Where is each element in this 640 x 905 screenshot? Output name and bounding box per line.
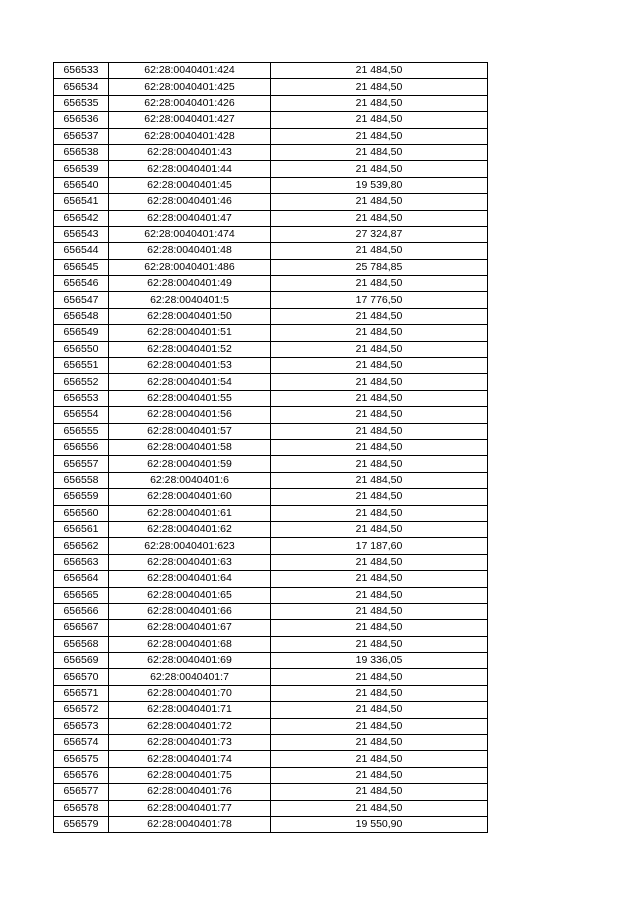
cadastral-number-cell: 62:28:0040401:44	[109, 161, 271, 177]
table-row	[54, 210, 488, 226]
table-row	[54, 603, 488, 619]
cadastral-number-cell: 62:28:0040401:55	[109, 390, 271, 406]
value-cell: 21 484,50	[271, 767, 488, 783]
row-number-cell: 656565	[54, 587, 109, 603]
row-number-cell: 656558	[54, 472, 109, 488]
value-cell: 17 776,50	[271, 292, 488, 308]
value-cell: 21 484,50	[271, 489, 488, 505]
value-cell: 19 539,80	[271, 177, 488, 193]
cadastral-number-cell: 62:28:0040401:425	[109, 79, 271, 95]
table-row	[54, 226, 488, 242]
table-row	[54, 390, 488, 406]
table-row	[54, 800, 488, 816]
table-row	[54, 144, 488, 160]
table-row	[54, 63, 488, 79]
row-number-cell: 656542	[54, 210, 109, 226]
cadastral-number-cell: 62:28:0040401:43	[109, 144, 271, 160]
row-number-cell: 656571	[54, 685, 109, 701]
value-cell: 21 484,50	[271, 325, 488, 341]
row-number-cell: 656552	[54, 374, 109, 390]
cadastral-number-cell: 62:28:0040401:48	[109, 243, 271, 259]
row-number-cell: 656553	[54, 390, 109, 406]
row-number-cell: 656569	[54, 653, 109, 669]
cadastral-number-cell: 62:28:0040401:58	[109, 439, 271, 455]
cadastral-number-cell: 62:28:0040401:67	[109, 620, 271, 636]
cadastral-number-cell: 62:28:0040401:7	[109, 669, 271, 685]
table-row	[54, 194, 488, 210]
cadastral-number-cell: 62:28:0040401:78	[109, 816, 271, 832]
value-cell: 19 336,05	[271, 653, 488, 669]
value-cell: 21 484,50	[271, 63, 488, 79]
row-number-cell: 656567	[54, 620, 109, 636]
row-number-cell: 656560	[54, 505, 109, 521]
row-number-cell: 656549	[54, 325, 109, 341]
row-number-cell: 656559	[54, 489, 109, 505]
value-cell: 21 484,50	[271, 144, 488, 160]
table-row	[54, 554, 488, 570]
table-row	[54, 472, 488, 488]
cadastral-number-cell: 62:28:0040401:427	[109, 112, 271, 128]
registry-table-body	[54, 63, 488, 833]
cadastral-number-cell: 62:28:0040401:62	[109, 521, 271, 537]
table-row	[54, 423, 488, 439]
value-cell: 21 484,50	[271, 735, 488, 751]
value-cell: 21 484,50	[271, 439, 488, 455]
row-number-cell: 656578	[54, 800, 109, 816]
row-number-cell: 656554	[54, 407, 109, 423]
cadastral-number-cell: 62:28:0040401:61	[109, 505, 271, 521]
table-row	[54, 653, 488, 669]
table-row	[54, 243, 488, 259]
cadastral-number-cell: 62:28:0040401:45	[109, 177, 271, 193]
table-row	[54, 538, 488, 554]
row-number-cell: 656572	[54, 702, 109, 718]
cadastral-number-cell: 62:28:0040401:49	[109, 276, 271, 292]
cadastral-number-cell: 62:28:0040401:66	[109, 603, 271, 619]
table-row	[54, 177, 488, 193]
table-row	[54, 128, 488, 144]
row-number-cell: 656533	[54, 63, 109, 79]
table-row	[54, 718, 488, 734]
table-row	[54, 784, 488, 800]
value-cell: 21 484,50	[271, 685, 488, 701]
row-number-cell: 656568	[54, 636, 109, 652]
table-row	[54, 767, 488, 783]
cadastral-number-cell: 62:28:0040401:5	[109, 292, 271, 308]
table-row	[54, 374, 488, 390]
table-row	[54, 735, 488, 751]
value-cell: 21 484,50	[271, 505, 488, 521]
value-cell: 21 484,50	[271, 358, 488, 374]
cadastral-number-cell: 62:28:0040401:64	[109, 571, 271, 587]
table-row	[54, 669, 488, 685]
row-number-cell: 656550	[54, 341, 109, 357]
cadastral-number-cell: 62:28:0040401:46	[109, 194, 271, 210]
table-row	[54, 489, 488, 505]
row-number-cell: 656539	[54, 161, 109, 177]
table-row	[54, 95, 488, 111]
value-cell: 21 484,50	[271, 554, 488, 570]
table-row	[54, 79, 488, 95]
row-number-cell: 656561	[54, 521, 109, 537]
value-cell: 21 484,50	[271, 636, 488, 652]
value-cell: 21 484,50	[271, 341, 488, 357]
value-cell: 21 484,50	[271, 390, 488, 406]
value-cell: 21 484,50	[271, 423, 488, 439]
cadastral-number-cell: 62:28:0040401:76	[109, 784, 271, 800]
value-cell: 21 484,50	[271, 669, 488, 685]
cadastral-number-cell: 62:28:0040401:623	[109, 538, 271, 554]
value-cell: 21 484,50	[271, 243, 488, 259]
cadastral-number-cell: 62:28:0040401:426	[109, 95, 271, 111]
value-cell: 21 484,50	[271, 276, 488, 292]
value-cell: 21 484,50	[271, 800, 488, 816]
value-cell: 21 484,50	[271, 456, 488, 472]
cadastral-number-cell: 62:28:0040401:56	[109, 407, 271, 423]
table-row	[54, 439, 488, 455]
row-number-cell: 656562	[54, 538, 109, 554]
row-number-cell: 656545	[54, 259, 109, 275]
cadastral-number-cell: 62:28:0040401:50	[109, 308, 271, 324]
table-row	[54, 505, 488, 521]
value-cell: 21 484,50	[271, 620, 488, 636]
row-number-cell: 656538	[54, 144, 109, 160]
row-number-cell: 656577	[54, 784, 109, 800]
value-cell: 21 484,50	[271, 784, 488, 800]
row-number-cell: 656546	[54, 276, 109, 292]
table-row	[54, 292, 488, 308]
value-cell: 21 484,50	[271, 472, 488, 488]
table-row	[54, 685, 488, 701]
table-row	[54, 456, 488, 472]
value-cell: 21 484,50	[271, 407, 488, 423]
value-cell: 21 484,50	[271, 718, 488, 734]
cadastral-number-cell: 62:28:0040401:53	[109, 358, 271, 374]
row-number-cell: 656564	[54, 571, 109, 587]
cadastral-number-cell: 62:28:0040401:65	[109, 587, 271, 603]
cadastral-number-cell: 62:28:0040401:73	[109, 735, 271, 751]
value-cell: 25 784,85	[271, 259, 488, 275]
value-cell: 21 484,50	[271, 571, 488, 587]
row-number-cell: 656570	[54, 669, 109, 685]
table-row	[54, 407, 488, 423]
row-number-cell: 656573	[54, 718, 109, 734]
table-row	[54, 587, 488, 603]
row-number-cell: 656555	[54, 423, 109, 439]
row-number-cell: 656551	[54, 358, 109, 374]
row-number-cell: 656548	[54, 308, 109, 324]
row-number-cell: 656566	[54, 603, 109, 619]
table-row	[54, 276, 488, 292]
row-number-cell: 656534	[54, 79, 109, 95]
table-row	[54, 702, 488, 718]
row-number-cell: 656557	[54, 456, 109, 472]
value-cell: 21 484,50	[271, 603, 488, 619]
value-cell: 21 484,50	[271, 79, 488, 95]
table-row	[54, 816, 488, 832]
cadastral-number-cell: 62:28:0040401:68	[109, 636, 271, 652]
cadastral-number-cell: 62:28:0040401:60	[109, 489, 271, 505]
table-row	[54, 308, 488, 324]
table-row	[54, 112, 488, 128]
table-row	[54, 325, 488, 341]
cadastral-number-cell: 62:28:0040401:428	[109, 128, 271, 144]
row-number-cell: 656540	[54, 177, 109, 193]
cadastral-number-cell: 62:28:0040401:424	[109, 63, 271, 79]
row-number-cell: 656537	[54, 128, 109, 144]
row-number-cell: 656556	[54, 439, 109, 455]
value-cell: 21 484,50	[271, 194, 488, 210]
table-row	[54, 341, 488, 357]
cadastral-number-cell: 62:28:0040401:69	[109, 653, 271, 669]
table-row	[54, 636, 488, 652]
cadastral-number-cell: 62:28:0040401:474	[109, 226, 271, 242]
value-cell: 21 484,50	[271, 161, 488, 177]
cadastral-number-cell: 62:28:0040401:486	[109, 259, 271, 275]
cadastral-number-cell: 62:28:0040401:63	[109, 554, 271, 570]
value-cell: 21 484,50	[271, 374, 488, 390]
cadastral-number-cell: 62:28:0040401:72	[109, 718, 271, 734]
row-number-cell: 656536	[54, 112, 109, 128]
value-cell: 21 484,50	[271, 751, 488, 767]
row-number-cell: 656575	[54, 751, 109, 767]
table-row	[54, 161, 488, 177]
value-cell: 21 484,50	[271, 95, 488, 111]
row-number-cell: 656576	[54, 767, 109, 783]
cadastral-number-cell: 62:28:0040401:77	[109, 800, 271, 816]
value-cell: 21 484,50	[271, 128, 488, 144]
cadastral-number-cell: 62:28:0040401:59	[109, 456, 271, 472]
value-cell: 21 484,50	[271, 112, 488, 128]
value-cell: 21 484,50	[271, 587, 488, 603]
value-cell: 27 324,87	[271, 226, 488, 242]
value-cell: 19 550,90	[271, 816, 488, 832]
row-number-cell: 656547	[54, 292, 109, 308]
row-number-cell: 656579	[54, 816, 109, 832]
value-cell: 17 187,60	[271, 538, 488, 554]
table-row	[54, 259, 488, 275]
row-number-cell: 656541	[54, 194, 109, 210]
registry-table	[53, 62, 488, 833]
cadastral-number-cell: 62:28:0040401:54	[109, 374, 271, 390]
value-cell: 21 484,50	[271, 308, 488, 324]
cadastral-number-cell: 62:28:0040401:57	[109, 423, 271, 439]
table-row	[54, 571, 488, 587]
cadastral-number-cell: 62:28:0040401:71	[109, 702, 271, 718]
table-row	[54, 521, 488, 537]
cadastral-number-cell: 62:28:0040401:75	[109, 767, 271, 783]
cadastral-number-cell: 62:28:0040401:52	[109, 341, 271, 357]
row-number-cell: 656574	[54, 735, 109, 751]
value-cell: 21 484,50	[271, 521, 488, 537]
cadastral-number-cell: 62:28:0040401:51	[109, 325, 271, 341]
value-cell: 21 484,50	[271, 210, 488, 226]
value-cell: 21 484,50	[271, 702, 488, 718]
table-row	[54, 620, 488, 636]
row-number-cell: 656544	[54, 243, 109, 259]
cadastral-number-cell: 62:28:0040401:70	[109, 685, 271, 701]
row-number-cell: 656535	[54, 95, 109, 111]
table-row	[54, 358, 488, 374]
row-number-cell: 656543	[54, 226, 109, 242]
cadastral-number-cell: 62:28:0040401:74	[109, 751, 271, 767]
cadastral-number-cell: 62:28:0040401:6	[109, 472, 271, 488]
row-number-cell: 656563	[54, 554, 109, 570]
cadastral-number-cell: 62:28:0040401:47	[109, 210, 271, 226]
table-row	[54, 751, 488, 767]
